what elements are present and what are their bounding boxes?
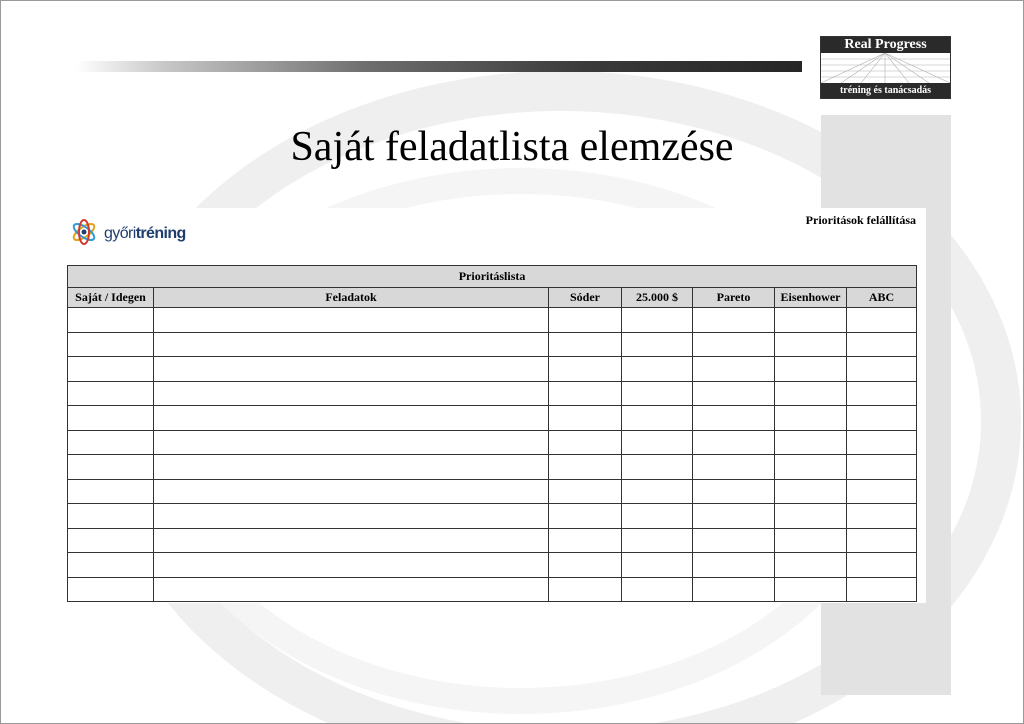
- table-cell[interactable]: [847, 504, 917, 529]
- atom-icon: [70, 214, 100, 248]
- table-cell[interactable]: [68, 332, 154, 357]
- document-heading: Prioritások felállítása: [805, 213, 916, 227]
- table-cell[interactable]: [622, 577, 693, 602]
- gyori-trening-logo: [70, 214, 190, 248]
- logo-prefix: győri: [104, 225, 136, 242]
- table-cell[interactable]: [154, 479, 549, 504]
- table-cell[interactable]: [775, 406, 847, 431]
- table-cell[interactable]: [68, 381, 154, 406]
- table-cell[interactable]: [775, 455, 847, 480]
- brand-name: Real Progress: [821, 37, 950, 53]
- table-cell[interactable]: [622, 455, 693, 480]
- table-cell[interactable]: [154, 332, 549, 357]
- table-cell[interactable]: [847, 381, 917, 406]
- table-cell[interactable]: [847, 430, 917, 455]
- table-row: [68, 381, 917, 406]
- table-cell[interactable]: [154, 381, 549, 406]
- table-cell[interactable]: [622, 430, 693, 455]
- table-cell[interactable]: [693, 332, 775, 357]
- table-row: [68, 455, 917, 480]
- table-cell[interactable]: [68, 479, 154, 504]
- table-cell[interactable]: [622, 381, 693, 406]
- table-cell[interactable]: [549, 308, 622, 333]
- column-header-row: [68, 288, 917, 308]
- table-row: [68, 553, 917, 578]
- table-cell[interactable]: [693, 455, 775, 480]
- table-cell[interactable]: [622, 357, 693, 382]
- table-cell[interactable]: [622, 528, 693, 553]
- table-row: [68, 479, 917, 504]
- table-cell[interactable]: [847, 332, 917, 357]
- table-cell[interactable]: [154, 357, 549, 382]
- table-cell[interactable]: [775, 528, 847, 553]
- table-cell[interactable]: [693, 528, 775, 553]
- table-cell[interactable]: [154, 528, 549, 553]
- table-cell[interactable]: [549, 430, 622, 455]
- column-header-pareto: Pareto: [693, 288, 775, 308]
- table-caption: Prioritáslista: [68, 266, 917, 288]
- table-cell[interactable]: [775, 308, 847, 333]
- table-cell[interactable]: [154, 406, 549, 431]
- column-header-sajat-idegen: Saját / Idegen: [68, 288, 154, 308]
- table-cell[interactable]: [847, 553, 917, 578]
- table-cell[interactable]: [775, 553, 847, 578]
- table-cell[interactable]: [693, 504, 775, 529]
- table-cell[interactable]: [549, 455, 622, 480]
- table-cell[interactable]: [775, 504, 847, 529]
- brand-tagline: tréning és tanácsadás: [821, 83, 950, 98]
- table-cell[interactable]: [775, 381, 847, 406]
- table-cell[interactable]: [775, 332, 847, 357]
- table-cell[interactable]: [154, 430, 549, 455]
- table-cell[interactable]: [68, 308, 154, 333]
- table-cell[interactable]: [693, 357, 775, 382]
- real-progress-logo: [820, 36, 951, 99]
- table-cell[interactable]: [693, 479, 775, 504]
- table-row: [68, 357, 917, 382]
- column-header-soder: Sóder: [549, 288, 622, 308]
- table-cell[interactable]: [549, 381, 622, 406]
- priority-table: [67, 265, 917, 602]
- table-cell[interactable]: [549, 577, 622, 602]
- table-cell[interactable]: [154, 553, 549, 578]
- table-cell[interactable]: [693, 553, 775, 578]
- table-cell[interactable]: [68, 504, 154, 529]
- embedded-document: [64, 208, 926, 603]
- table-cell[interactable]: [693, 308, 775, 333]
- table-cell[interactable]: [622, 553, 693, 578]
- title-gradient-bar: [76, 61, 802, 72]
- table-cell[interactable]: [68, 577, 154, 602]
- table-cell[interactable]: [154, 455, 549, 480]
- table-cell[interactable]: [847, 357, 917, 382]
- column-header-eisenhower: Eisenhower: [775, 288, 847, 308]
- table-row: [68, 406, 917, 431]
- table-cell[interactable]: [693, 381, 775, 406]
- table-cell[interactable]: [154, 308, 549, 333]
- table-cell[interactable]: [847, 577, 917, 602]
- table-cell[interactable]: [549, 504, 622, 529]
- table-cell[interactable]: [68, 406, 154, 431]
- table-cell[interactable]: [68, 455, 154, 480]
- table-cell[interactable]: [847, 455, 917, 480]
- table-row: [68, 504, 917, 529]
- table-cell[interactable]: [549, 528, 622, 553]
- table-cell[interactable]: [154, 577, 549, 602]
- table-cell[interactable]: [68, 528, 154, 553]
- table-cell[interactable]: [693, 430, 775, 455]
- table-row: [68, 308, 917, 333]
- table-row: [68, 332, 917, 357]
- table-cell[interactable]: [847, 528, 917, 553]
- column-header-25000: 25.000 $: [622, 288, 693, 308]
- table-cell[interactable]: [68, 357, 154, 382]
- perspective-grid-icon: [821, 53, 950, 83]
- table-cell[interactable]: [68, 553, 154, 578]
- table-cell[interactable]: [549, 357, 622, 382]
- table-cell[interactable]: [693, 577, 775, 602]
- logo-suffix: tréning: [135, 225, 186, 242]
- table-cell[interactable]: [622, 504, 693, 529]
- table-row: [68, 430, 917, 455]
- table-cell[interactable]: [847, 308, 917, 333]
- table-cell[interactable]: [549, 332, 622, 357]
- table-cell[interactable]: [154, 504, 549, 529]
- table-cell[interactable]: [847, 479, 917, 504]
- table-cell[interactable]: [775, 430, 847, 455]
- table-cell[interactable]: [622, 308, 693, 333]
- table-cell[interactable]: [622, 479, 693, 504]
- table-row: [68, 577, 917, 602]
- table-cell[interactable]: [622, 406, 693, 431]
- column-header-abc: ABC: [847, 288, 917, 308]
- table-body: [68, 308, 917, 602]
- table-row: [68, 528, 917, 553]
- table-cell[interactable]: [68, 430, 154, 455]
- table-cell[interactable]: [549, 553, 622, 578]
- table-cell[interactable]: [775, 577, 847, 602]
- column-header-feladatok: Feladatok: [154, 288, 549, 308]
- table-cell[interactable]: [549, 406, 622, 431]
- table-cell[interactable]: [622, 332, 693, 357]
- table-cell[interactable]: [549, 479, 622, 504]
- table-cell[interactable]: [693, 406, 775, 431]
- table-cell[interactable]: [775, 357, 847, 382]
- table-cell[interactable]: [847, 406, 917, 431]
- table-cell[interactable]: [775, 479, 847, 504]
- slide-title: Saját feladatlista elemzése: [290, 124, 734, 170]
- gyori-trening-wordmark: [104, 225, 186, 243]
